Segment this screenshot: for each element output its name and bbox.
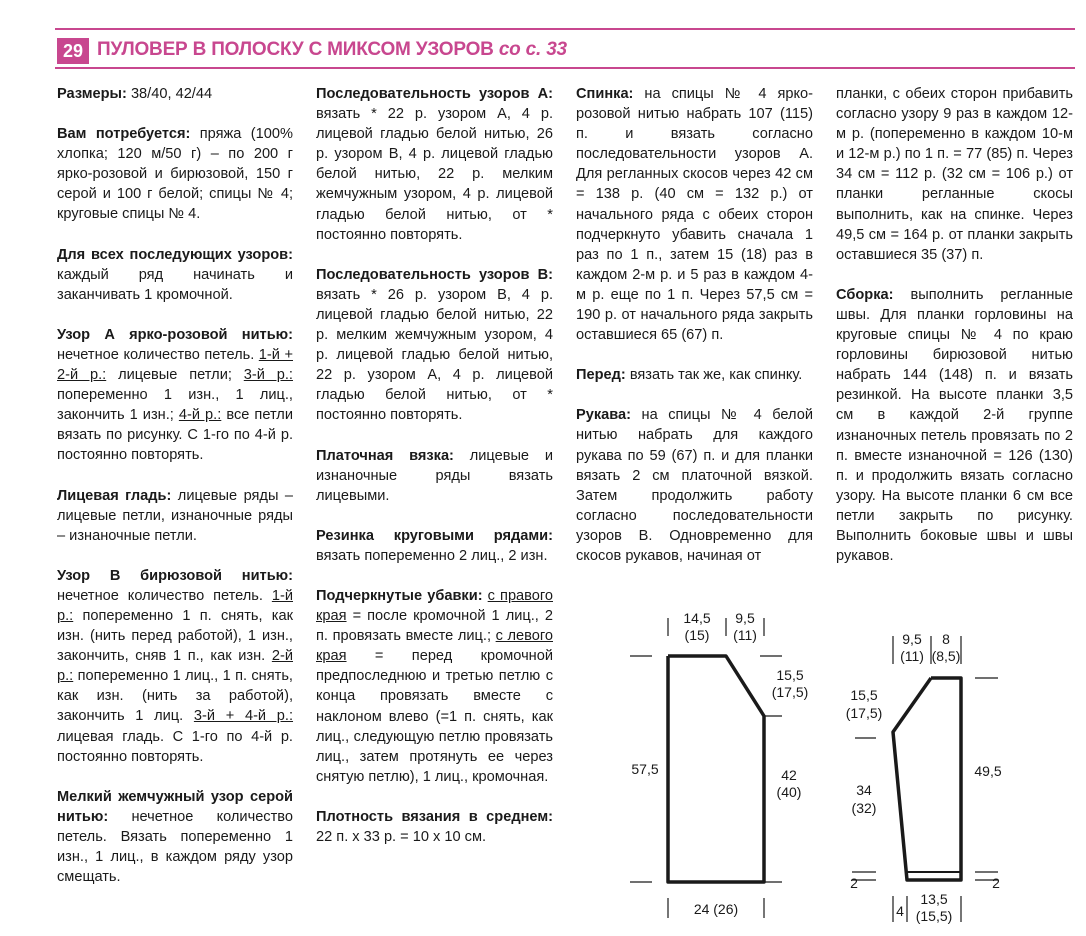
pattern-a-label: Узор А ярко-розовой нитью: bbox=[57, 326, 293, 343]
pattern-b-text: попеременно 1 п. снять, как изн. (нить перед работой), 1 изн., закончить, сняв 1 п., как изн. bbox=[57, 607, 293, 665]
sleeves-text: на спицы № 4 белой нитью набрать для каждого рукава по 59 (67) п. и для планки вязать 2 см платочной вязкой. Затем продолжить работу согласно последовательности узоров В. Одновременно для скосов рукавов, начиная от bbox=[576, 407, 813, 564]
sleeve-top-right-width-alt: (8,5) bbox=[931, 648, 961, 664]
body-top-right-width: 9,5 bbox=[735, 610, 755, 626]
decreases-label: Подчеркнутые убавки: bbox=[316, 587, 483, 604]
front-text: вязать так же, как спинку. bbox=[625, 367, 803, 384]
sleeve-schematic bbox=[852, 636, 998, 922]
assembly-label: Сборка: bbox=[836, 286, 894, 303]
body-side-length-alt: (40) bbox=[776, 784, 802, 800]
all-patterns-label: Для всех последующих узоров: bbox=[57, 246, 293, 263]
pattern-b-label: Узор В бирюзовой нитью: bbox=[57, 567, 293, 584]
all-patterns-text: каждый ряд начинать и заканчивать 1 кромочной. bbox=[57, 266, 293, 303]
sleeve-top-left-width: 9,5 bbox=[902, 631, 922, 647]
sleeve-bottom-width: 13,5 bbox=[920, 891, 948, 907]
sizes-text: 38/40, 42/44 bbox=[126, 86, 213, 102]
decrease-right-edge: с правого края bbox=[316, 587, 553, 625]
stockinette-label: Лицевая гладь: bbox=[57, 487, 172, 504]
ribbing-label: Резинка круговыми рядами: bbox=[316, 527, 553, 544]
decrease-left-edge: с левого края bbox=[316, 628, 553, 665]
decreases-text: = перед кромочной предпоследнюю и третью петлю с конца провязать вместе с наклоном влево (=1 п. снять, как лиц., следующую петлю провязать лиц., затем протянуть ее через снятую петлю), 1 лиц., кромочная. bbox=[316, 648, 553, 785]
pattern-a-text: нечетное количество петель. bbox=[57, 346, 259, 363]
pattern-b-row-ref: 3-й + 4-й р.: bbox=[193, 708, 294, 725]
sleeve-top-left-width-alt: (11) bbox=[900, 648, 924, 664]
pattern-a-row-ref: 3-й р.: bbox=[243, 367, 293, 384]
sequence-a-label: Последовательность узоров А: bbox=[316, 86, 553, 102]
sleeve-top-right-width: 8 bbox=[942, 631, 950, 647]
gauge-label: Плотность вязания в среднем: bbox=[316, 808, 553, 825]
garter-label: Платочная вязка: bbox=[316, 447, 454, 464]
sleeve-raglan-height: 15,5 bbox=[850, 687, 878, 703]
sleeve-outline bbox=[893, 678, 961, 880]
pattern-a-text: лицевые петли; bbox=[106, 367, 244, 384]
pattern-b-text: попеременно 1 лиц., 1 п. снять, как изн. (нить за работой), закончить 1 лиц. bbox=[57, 668, 293, 725]
back-label: Спинка: bbox=[576, 86, 634, 102]
sleeve-side-length-alt: (32) bbox=[851, 800, 877, 816]
seed-stitch-label: Мелкий жемчужный узор серой нитью: bbox=[57, 788, 293, 825]
pattern-b-text: лицевая гладь. С 1-го по 4-й р. постоянно повторять. bbox=[57, 728, 293, 765]
body-width: 24 (26) bbox=[693, 901, 739, 917]
page-number: 29 bbox=[57, 38, 89, 64]
sequence-a-text: вязать * 22 р. узором А, 4 р. лицевой гладью белой нитью, 26 р. узором В, 4 р. лицевой гладью белой нитью, 22 р. мелким жемчужным узором, 4 р. лицевой гладью белой нитью, от * постоянно повторять. bbox=[316, 106, 553, 243]
sequence-b-label: Последовательность узоров В: bbox=[316, 266, 553, 283]
body-top-left-width: 14,5 bbox=[683, 610, 711, 626]
sleeve-cuff-left: 2 bbox=[850, 875, 858, 891]
sleeve-bottom-offset: 4 bbox=[896, 903, 904, 919]
pattern-b-text: нечетное количество петель. bbox=[57, 587, 272, 604]
ribbing-text: вязать попеременно 2 лиц., 2 изн. bbox=[316, 547, 548, 564]
body-total-length: 57,5 bbox=[631, 761, 659, 777]
sleeve-cuff-right: 2 bbox=[992, 875, 1000, 891]
pattern-a-text: все петли вязать по рисунку. С 1-го по 4-й р. постоянно повторять. bbox=[57, 407, 293, 464]
body-top-right-width-alt: (11) bbox=[733, 627, 757, 643]
pattern-a-row-ref: 1-й + 2-й р.: bbox=[57, 346, 293, 384]
materials-text: пряжа (100% хлопка; 120 м/50 г) – по 200 г ярко-розовой и бирюзовой, 150 г серой и 100 г белой; спицы № 4; круговые спицы № 4. bbox=[57, 126, 293, 223]
materials-label: Вам потребуется: bbox=[57, 126, 191, 143]
sleeves-continued-paragraph: планки, с обеих сторон прибавить согласно узору 9 раз в каждом 12-м р. (попеременно в каждом 10-м и 12-м р.) по 1 п. = 77 (85) п. Через 34 см = 112 р. (32 см = 106 р.) от планки регланные скосы выполнить, как на спинке. Через 49,5 см = 164 р. от планки закрыть оставшиеся 35 (37) п. bbox=[836, 86, 1073, 263]
pattern-a-row-ref: 4-й р.: bbox=[178, 407, 222, 424]
decreases-text: = после кромочной 1 лиц., 2 п. провязать вместе лиц.; bbox=[316, 608, 553, 645]
front-label: Перед: bbox=[576, 367, 626, 384]
back-text: на спицы № 4 ярко-розовой нитью набрать 107 (115) п. и вязать согласно последовательности узоров А. Для регланных скосов через 42 см = 138 р. (40 см = 132 р.) от начального ряда с обеих сторон подчеркнуто убавить сначала 1 раз по 1 п., затем 15 (18) раз в каждом 2-м р. и 5 раз в каждом 4-м р. еще по 1 п. Через 57,5 см = 190 р. от начального ряда закрыть оставшиеся 65 (67) п. bbox=[576, 86, 813, 344]
garter-text: лицевые и изнаночные ряды вязать лицевыми. bbox=[316, 447, 553, 504]
seed-stitch-text: нечетное количество петель. Вязать попеременно 1 изн., 1 лиц., в каждом ряду узор смещать. bbox=[57, 808, 293, 886]
pattern-a-text: попеременно 1 изн., 1 лиц., закончить 1 изн.; bbox=[57, 387, 293, 424]
sizes-label: Размеры: bbox=[57, 86, 127, 102]
gauge-text: 22 п. х 33 р. = 10 х 10 см. bbox=[316, 829, 487, 845]
body-top-left-width-alt: (15) bbox=[684, 627, 710, 643]
body-outline bbox=[668, 656, 764, 882]
stockinette-text: лицевые ряды – лицевые петли, изнаночные ряды – изнаночные петли. bbox=[57, 487, 293, 544]
sleeve-bottom-width-alt: (15,5) bbox=[915, 908, 953, 924]
body-side-length: 42 bbox=[781, 767, 797, 783]
sleeves-label: Рукава: bbox=[576, 407, 632, 424]
title-text: ПУЛОВЕР В ПОЛОСКУ С МИКСОМ УЗОРОВ bbox=[97, 39, 494, 60]
body-raglan-height-alt: (17,5) bbox=[771, 684, 809, 700]
page-reference: со с. 33 bbox=[498, 39, 567, 60]
sleeve-side-length: 34 bbox=[856, 782, 872, 798]
sleeve-total-length: 49,5 bbox=[974, 763, 1002, 779]
sleeve-raglan-height-alt: (17,5) bbox=[845, 705, 883, 721]
pattern-b-row-ref: 2-й р.: bbox=[57, 648, 293, 685]
body-raglan-height: 15,5 bbox=[776, 667, 804, 683]
assembly-text: выполнить регланные швы. Для планки горловины на круговые спицы № 4 по краю горловины бирюзовой нитью набрать 144 (148) п. и вязать резинкой. На высоте планки 3,5 см в каждой 2-й группе изнаночных петель провязать по 2 п. вместе изнаночной = 126 (130) п. и продолжить вязать согласно узору. На высоте планки 6 см все петли закрыть по рисунку. Выполнить боковые швы и швы рукавов. bbox=[836, 286, 1073, 565]
sequence-b-text: вязать * 26 р. узором В, 4 р. лицевой гладью белой нитью, 22 р. мелким жемчужным узором, 4 р. лицевой гладью белой нитью, 22 р. узором А, 4 р. лицевой гладью белой нитью, от * постоянно повторять. bbox=[316, 286, 553, 424]
pattern-b-row-ref: 1-й р.: bbox=[57, 587, 293, 624]
